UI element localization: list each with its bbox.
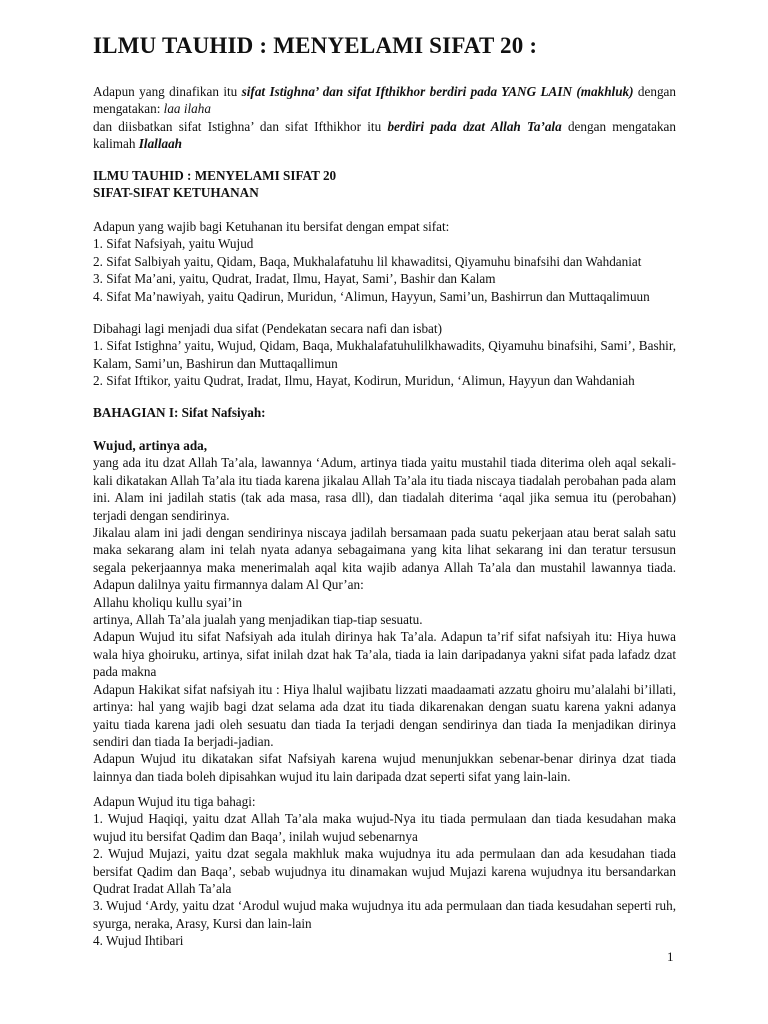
list-item: 2. Sifat Salbiyah yaitu, Qidam, Baqa, Mukhalafatuhu lil khawaditsi, Qiyamuhu binafsihi dan Wahdaniat (93, 253, 642, 269)
bahagian-heading (93, 404, 676, 421)
paragraph: Adapun Wujud itu sifat Nafsiyah ada itulah dirinya hak Ta’ala. Adapun ta’rif sifat nafsiyah itu: Hiya huwa wala hiya ghoiruku, artinya, sifat inilah dzat hak Ta’ala, tiada ia lain daripadanya yakni sifat pada lafadz dzat pada makna (93, 629, 676, 680)
page-number: 1 (667, 949, 674, 964)
paragraph: Jikalau alam ini jadi dengan sendirinya niscaya jadilah bersamaan pada suatu pekerjaan atau berat salah satu maka sekarang alam ini telah nyata adanya sebagaimana yang kita lihat sekarang ini dan teratur tersusun segala pekerjaannya maka menerimalah aqal kita wajib adanya Allah Ta’ala dan mustahil lawannya tiada. Adapun dalilnya yaitu firmannya dalam Al Qur’an: (93, 525, 676, 593)
list-item: 3. Sifat Ma’ani, yaitu, Qudrat, Iradat, Ilmu, Hayat, Sami’, Bashir dan Kalam (93, 271, 496, 287)
wajib-intro: Adapun yang wajib bagi Ketuhanan itu bersifat dengan empat sifat: (93, 219, 450, 234)
list-item: 2. Sifat Iftikor, yaitu Qudrat, Iradat, Ilmu, Hayat, Kodirun, Muridun, ‘Alimun, Hayyun dan Wahdaniah (93, 373, 635, 389)
paragraph: Allahu kholiqu kullu syai’in (93, 594, 243, 610)
intro-text: dengan mengatakan kalimah (93, 118, 677, 152)
list-item: 2. Wujud Mujazi, yaitu dzat segala makhluk maka wujudnya itu ada permulaan dan ada kesudahan tiada bersifat Qadim dan Baqa’, sebab wujudnya itu dinamakan wujud Mujazi karena wujudnya itu bersandarkan Qudrat Iradat Allah Ta’ala (93, 846, 676, 897)
intro-text: Adapun yang dinafikan itu (93, 84, 242, 99)
intro-text: dengan mengatakan: (93, 84, 676, 117)
list-item: 4. Wujud Ihtibari (93, 933, 184, 949)
bahagian-title: BAHAGIAN I: Sifat Nafsiyah: (93, 405, 266, 420)
intro-emphasis: berdiri pada dzat Allah Ta’ala (387, 118, 562, 134)
intro-phrase: laa ilaha (163, 101, 211, 117)
wujud-section (93, 437, 676, 785)
intro-line-a (93, 83, 676, 118)
wujud-heading: Wujud, artinya ada, (93, 438, 208, 453)
list-item: 3. Wujud ‘Ardy, yaitu dzat ‘Arodul wujud maka wujudnya itu ada permulaan dan tiada kesudahan seperti ruh, syurga, neraka, Arasy, Kursi dan lain-lain (93, 898, 676, 931)
list-item: 4. Sifat Ma’nawiyah, yaitu Qadirun, Muridun, ‘Alimun, Hayyun, Sami’un, Bashirrun dan Muttaqalimuun (93, 288, 650, 304)
dua-section (93, 320, 676, 390)
list-item: 1. Wujud Haqiqi, yaitu dzat Allah Ta’ala maka wujud-Nya itu tiada permulaan dan tiada kesudahan maka wujud itu bersifat Qadim dan Baqa’, inilah wujud sebenarnya (93, 811, 676, 844)
heading-line: ILMU TAUHID : MENYELAMI SIFAT 20 (93, 168, 337, 183)
intro-phrase: Ilallaah (138, 136, 183, 152)
tiga-section (93, 793, 676, 950)
paragraph: Adapun Wujud itu dikatakan sifat Nafsiyah karena wujud menunjukkan sebenar-benar dirinya dzat tiada lainnya dan tiada boleh dipisahkan wujud itu lain daripada dzat seperti sifat yang lain-lain. (93, 751, 676, 784)
heading-line: SIFAT-SIFAT KETUHANAN (93, 185, 259, 201)
paragraph: Adapun Hakikat sifat nafsiyah itu : Hiya lhalul wajibatu lizzati maadaamati azzatu ghoiru mu’alalahi bi’illati, artinya: hal yang wajib bagi dzat selama ada dzat itu tiada dikarenakan dengan suatu karena yakni adanya yaitu tiada karena jadi oleh sesuatu dan tiada Ia terjadi dengan sendirinya dan tiada Ia menjadikan dirinya sendiri dan tiada Ia berjadi-jadian. (93, 681, 676, 749)
intro-text: dan diisbatkan sifat Istighna’ dan sifat Ifthikhor itu (93, 118, 388, 134)
intro-paragraph (93, 83, 676, 153)
intro-line-b (93, 118, 676, 153)
paragraph: yang ada itu dzat Allah Ta’ala, lawannya ‘Adum, artinya tiada yaitu mustahil tiada diterima oleh aqal sekali-kali dikatakan Allah Ta’ala itu tiada karena jikalau Allah Ta’ala itu tiada niscaya tiadalah perobahan pada alam ini. Alam ini jadilah statis (tak ada masa, rasa dll), dan tiadalah diterima ‘aqal jika semua itu (perobahan) terjadi dengan sendirinya. (93, 455, 676, 523)
document-title: ILMU TAUHID : MENYELAMI SIFAT 20 : (93, 33, 538, 58)
wajib-section (93, 218, 676, 305)
section-heading (93, 167, 676, 202)
list-item: 1. Sifat Istighna’ yaitu, Wujud, Qidam, Baqa, Mukhalafatuhulilkhawadits, Qiyamuhu binafsihi, Sami’, Bashir, Kalam, Sami’un, Bashirun dan Muttaqallimun (93, 338, 676, 371)
tiga-intro: Adapun Wujud itu tiga bahagi: (93, 794, 256, 809)
dua-intro: Dibahagi lagi menjadi dua sifat (Pendekatan secara nafi dan isbat) (93, 321, 442, 336)
list-item: 1. Sifat Nafsiyah, yaitu Wujud (93, 236, 254, 252)
intro-emphasis: sifat Istighna’ dan sifat Ifthikhor berdiri pada YANG LAIN (makhluk) (241, 84, 634, 99)
paragraph: artinya, Allah Ta’ala jualah yang menjadikan tiap-tiap sesuatu. (93, 612, 423, 628)
